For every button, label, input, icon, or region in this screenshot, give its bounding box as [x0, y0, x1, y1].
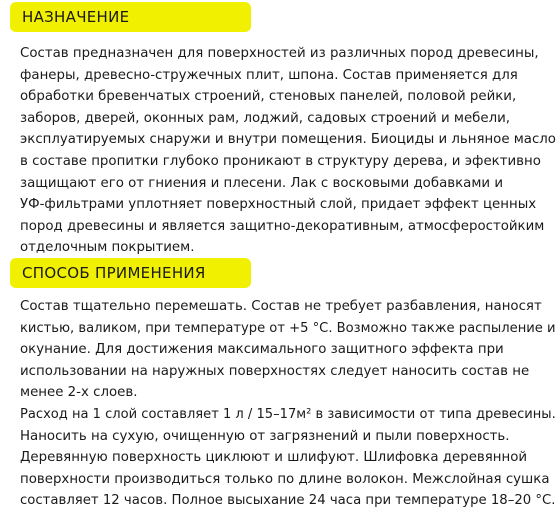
purpose-line: пород древесины и является защитно-декоративным, атмосферостойким: [20, 218, 545, 234]
application-line: окунание. Для достижения максимального защитного эффекта при: [20, 342, 504, 358]
application-line: составляет 12 часов. Полное высыхание 24 часа при температуре 18–20 °С.: [20, 493, 556, 509]
application-line: Деревянную поверхность циклюют и шлифуют. Шлифовка деревянной: [20, 450, 528, 466]
application-line: Расход на 1 слой составляет 1 л / 15–17м² в зависимости от типа древесины.: [20, 406, 556, 422]
section-heading-application: [10, 258, 251, 288]
application-line: поверхности производиться только по длине волокон. Межслойная сушка: [20, 471, 550, 487]
purpose-line: защищают его от гниения и плесени. Лак с восковыми добавками и: [20, 175, 504, 191]
application-line: использовании на наружных поверхностях следует наносить состав не: [20, 363, 530, 379]
application-line: Состав тщательно перемешать. Состав не требует разбавления, наносят: [20, 299, 542, 314]
section-heading-purpose-text: НАЗНАЧЕНИЕ: [22, 8, 130, 26]
purpose-line: Состав предназначен для поверхностей из различных пород древесины,: [20, 46, 539, 61]
purpose-line: обработки бревенчатых строений, стеновых панелей, половой рейки,: [20, 89, 517, 105]
purpose-line: отделочным покрытием.: [20, 240, 195, 256]
purpose-line: в составе пропитки глубоко проникают в структуру дерева, и эфективно: [20, 153, 541, 169]
purpose-line: эксплуатируемых снаружи и внутри помещения. Биоциды и льняное масло: [20, 132, 556, 148]
purpose-line: фанеры, древесно-стружечных плит, шпона. Состав применяется для: [20, 67, 518, 83]
application-line: менее 2-х слоев.: [20, 385, 138, 401]
application-line: кистью, валиком, при температуре от +5 °С. Возможно также распыление и: [20, 320, 556, 336]
purpose-line: УФ-фильтрами уплотняет поверхностный слой, придает эффект ценных: [20, 197, 537, 213]
purpose-paragraph: [20, 43, 554, 259]
application-line: Наносить на сухую, очищенную от загрязнений и пыли поверхность.: [20, 428, 510, 444]
purpose-line: заборов, дверей, оконных рам, лоджий, садовых строений и мебели,: [20, 110, 511, 126]
section-heading-purpose: [10, 2, 251, 32]
application-paragraph: [20, 296, 554, 512]
section-heading-application-text: СПОСОБ ПРИМЕНЕНИЯ: [22, 264, 206, 282]
